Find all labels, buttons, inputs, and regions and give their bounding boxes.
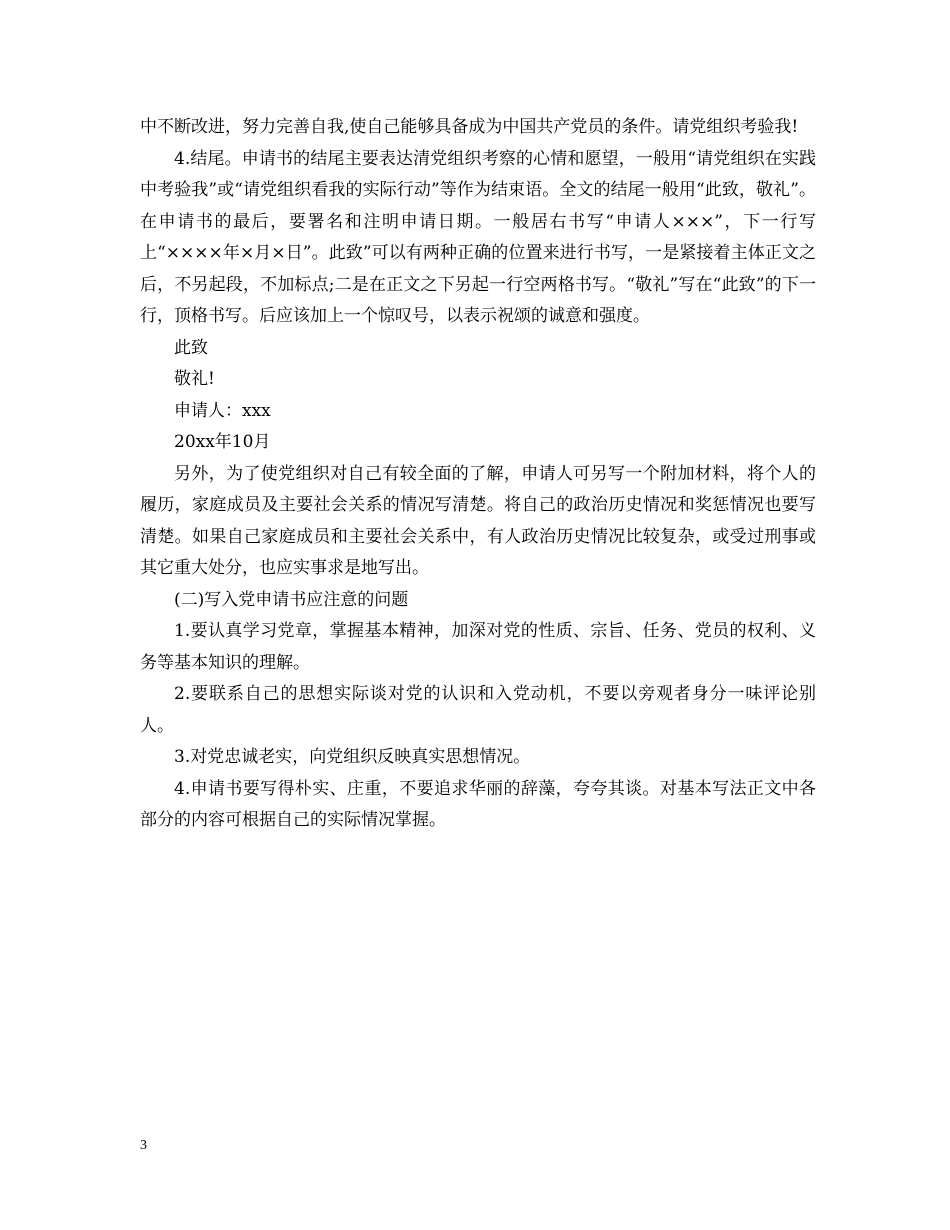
- applicant-signature: 申请人：xxx: [174, 400, 271, 421]
- closing-regards: 敬礼!: [174, 369, 215, 389]
- paragraph-ending-guidance: 4.结尾。申请书的结尾主要表达清党组织考察的心情和愿望，一般用“请党组织在实践中考验我”或“请党组织看我的实际行动”等作为结束语。全文的结尾一般用“此致，敬礼”。在申请书的最后，要署名和注明申请日期。一般居右书写“申请人×××”，下一行写上“××××年×月×日”。此致”可以有两种正确的位置来进行书写，一是紧接着主体正文之后，不另起段，不加标点;二是在正文之下另起一行空两格书写。“敬礼”写在“此致”的下一行，顶格书写。后应该加上一个惊叹号，以表示祝颂的诚意和强度。: [140, 148, 816, 326]
- list-item: 2.要联系自己的思想实际谈对党的认识和入党动机，不要以旁观者身分一味评论别人。: [140, 684, 816, 736]
- document-body: [140, 112, 816, 837]
- list-item: 4.申请书要写得朴实、庄重，不要追求华丽的辞藻，夸夸其谈。对基本写法正文中各部分的内容可根据自己的实际情况掌握。: [140, 778, 816, 830]
- list-item: 3.对党忠诚老实，向党组织反映真实思想情况。: [174, 747, 531, 767]
- application-date: 20xx年10月: [174, 432, 271, 452]
- paragraph-additional-materials: 另外，为了使党组织对自己有较全面的了解，申请人可另写一个附加材料，将个人的履历，家庭成员及主要社会关系的情况写清楚。将自己的政治历史情况和奖惩情况也要写清楚。如果自己家庭成员和主要社会关系中，有人政治历史情况比较复杂，或受过刑事或其它重大处分，也应实事求是地写出。: [140, 463, 816, 578]
- section-heading: (二)写入党申请书应注意的问题: [174, 589, 409, 610]
- closing-salutation: 此致: [174, 337, 208, 358]
- list-item: 1.要认真学习党章，掌握基本精神，加深对党的性质、宗旨、任务、党员的权利、义务等基本知识的理解。: [140, 621, 816, 673]
- paragraph-continuation: 中不断改进，努力完善自我,使自己能够具备成为中国共产党员的条件。请党组织考验我!: [140, 117, 799, 137]
- page-number: 3: [140, 1138, 147, 1153]
